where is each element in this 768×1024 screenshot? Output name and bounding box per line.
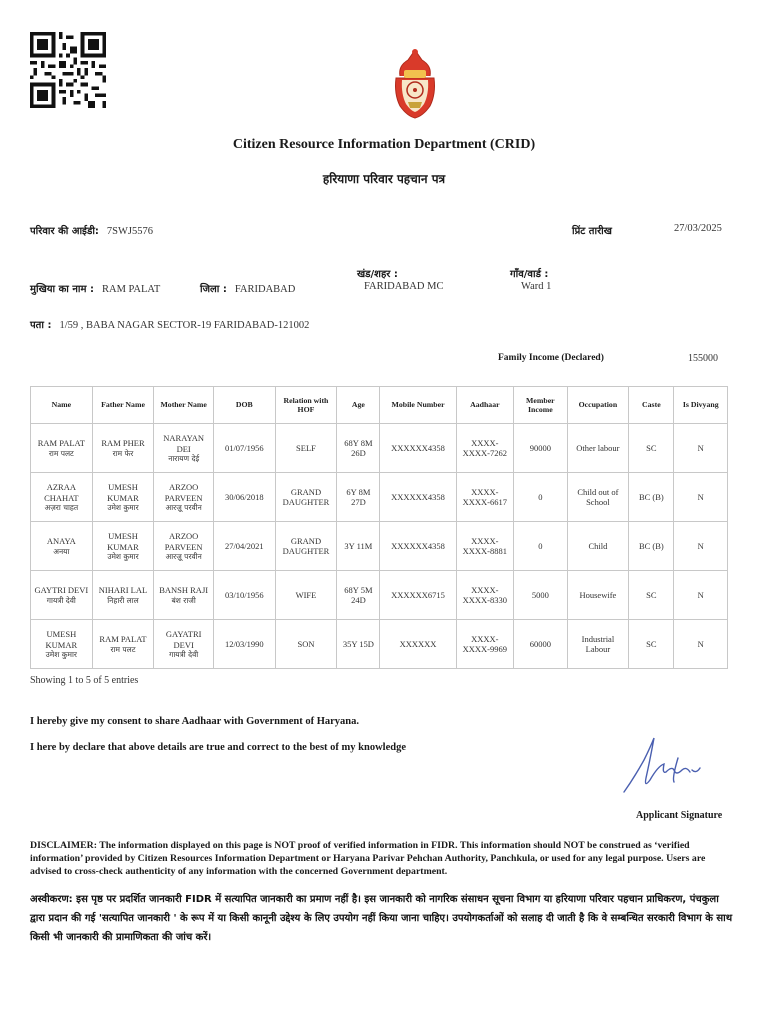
column-header: Mother Name	[154, 387, 214, 424]
dob-cell: 12/03/1990	[213, 620, 275, 669]
age-cell: 3Y 11M	[337, 522, 380, 571]
father-cell: RAM PHER राम फेर	[92, 424, 154, 473]
aadhaar-consent-text: I hereby give my consent to share Aadhaar with Government of Haryana.	[30, 716, 359, 727]
mobile-cell: XXXXXX4358	[380, 473, 456, 522]
family-id-value: 7SWJ5576	[106, 226, 153, 237]
family-id-label: परिवार की आईडी:	[30, 226, 99, 237]
aadhaar-cell: XXXX-XXXX-8881	[456, 522, 514, 571]
print-date-label: प्रिंट तारीख	[572, 226, 612, 237]
aadhaar-cell: XXXX-XXXX-9969	[456, 620, 514, 669]
column-header: DOB	[213, 387, 275, 424]
divyang-cell: N	[674, 620, 728, 669]
relation-cell: SON	[275, 620, 337, 669]
caste-cell: SC	[629, 424, 674, 473]
caste-cell: SC	[629, 571, 674, 620]
district-value: FARIDABAD	[234, 284, 296, 295]
mobile-cell: XXXXXX4358	[380, 424, 456, 473]
father-cell: UMESH KUMAR उमेश कुमार	[92, 473, 154, 522]
head-label: मुखिया का नाम :	[30, 284, 94, 295]
signature-label: Applicant Signature	[636, 810, 723, 821]
address-row	[30, 317, 309, 331]
occupation-cell: Industrial Labour	[567, 620, 629, 669]
income-value: 155000	[688, 353, 718, 364]
father-cell: UMESH KUMAR उमेश कुमार	[92, 522, 154, 571]
mobile-cell: XXXXXX6715	[380, 571, 456, 620]
page-subtitle: हरियाणा परिवार पहचान पत्र	[322, 172, 446, 186]
table-row	[31, 571, 728, 620]
father-cell: RAM PALAT राम पलट	[92, 620, 154, 669]
caste-cell: BC (B)	[629, 522, 674, 571]
age-cell: 68Y 8M 26D	[337, 424, 380, 473]
column-header: Father Name	[92, 387, 154, 424]
dob-cell: 30/06/2018	[213, 473, 275, 522]
occupation-cell: Housewife	[567, 571, 629, 620]
district-row	[200, 281, 295, 295]
address-label: पता :	[30, 320, 52, 331]
dob-cell: 03/10/1956	[213, 571, 275, 620]
dob-cell: 27/04/2021	[213, 522, 275, 571]
village-label: गाँव/वार्ड :	[510, 269, 549, 280]
mother-cell: ARZOO PARVEEN आरज़ू परवीन	[154, 522, 214, 571]
family-id-row	[30, 223, 153, 237]
caste-cell: SC	[629, 620, 674, 669]
table-entries-info: Showing 1 to 5 of 5 entries	[30, 675, 139, 686]
name-cell: ANAYA अनया	[31, 522, 93, 571]
aadhaar-cell: XXXX-XXXX-7262	[456, 424, 514, 473]
mobile-cell: XXXXXX4358	[380, 522, 456, 571]
members-table	[30, 386, 728, 669]
mobile-cell: XXXXXX	[380, 620, 456, 669]
district-label: जिला :	[200, 284, 227, 295]
income-cell: 60000	[514, 620, 567, 669]
address-value: 1/59 , BABA NAGAR SECTOR-19 FARIDABAD-121002	[59, 320, 310, 331]
father-cell: NIHARI LAL निहारी लाल	[92, 571, 154, 620]
relation-cell: WIFE	[275, 571, 337, 620]
name-cell: UMESH KUMAR उमेश कुमार	[31, 620, 93, 669]
column-header: Is Divyang	[674, 387, 728, 424]
mother-cell: GAYATRI DEVI गायत्री देवी	[154, 620, 214, 669]
column-header: Name	[31, 387, 93, 424]
name-cell: GAYTRI DEVI गायत्री देवी	[31, 571, 93, 620]
income-cell: 90000	[514, 424, 567, 473]
column-header: Relation with HOF	[275, 387, 337, 424]
relation-cell: GRAND DAUGHTER	[275, 473, 337, 522]
column-header: Occupation	[567, 387, 629, 424]
aadhaar-cell: XXXX-XXXX-8330	[456, 571, 514, 620]
occupation-cell: Child out of School	[567, 473, 629, 522]
table-header-row	[31, 387, 728, 424]
disclaimer-hindi: अस्वीकरण: इस पृष्ठ पर प्रदर्शित जानकारी FIDR में सत्यापित जानकारी का प्रमाण नहीं है। इस जानकारी को नागरिक संसाधन सूचना विभाग या हरियाणा परिवार पहचान प्राधिकरण, पंचकुला द्वारा प्रदान की गई 'सत्यापित जानकारी ' के रूप में या किसी कानूनी उद्देश्य के लिए उपयोग नहीं किया जाना चाहिए। उपयोगकर्ताओं को सलाह दी जाती है कि वे सम्बन्धित सरकारी विभाग के साथ किसी भी जानकारी की प्रामाणिकता की जांच करें।	[30, 894, 733, 943]
disclaimer-english: DISCLAIMER: The information displayed on this page is NOT proof of verified information in FIDR. This information should NOT be construed as ‘verified information’ provided by Citizen Resources Information Department or Haryana Parivar Pehchan Authority, Panchkula, or used for any legal purpose. Users are advised to cross-check authenticity of any information with the concerned Government department.	[30, 840, 706, 878]
mother-cell: ARZOO PARVEEN आरज़ू परवीन	[154, 473, 214, 522]
relation-cell: GRAND DAUGHTER	[275, 522, 337, 571]
head-row	[30, 281, 160, 295]
caste-cell: BC (B)	[629, 473, 674, 522]
column-header: Aadhaar	[456, 387, 514, 424]
qr-code	[30, 30, 106, 110]
divyang-cell: N	[674, 424, 728, 473]
applicant-signature-image	[620, 730, 712, 802]
block-value: FARIDABAD MC	[364, 281, 444, 292]
income-cell: 0	[514, 473, 567, 522]
block-label: खंड/शहर :	[357, 269, 398, 280]
income-cell: 0	[514, 522, 567, 571]
column-header: Age	[337, 387, 380, 424]
age-cell: 68Y 5M 24D	[337, 571, 380, 620]
column-header: Member Income	[514, 387, 567, 424]
column-header: Caste	[629, 387, 674, 424]
mother-cell: NARAYAN DEI नारायण देई	[154, 424, 214, 473]
declaration-text: I here by declare that above details are true and correct to the best of my knowledge	[30, 742, 407, 753]
name-cell: RAM PALAT राम पलट	[31, 424, 93, 473]
haryana-emblem-icon	[388, 46, 442, 122]
occupation-cell: Child	[567, 522, 629, 571]
name-cell: AZRAA CHAHAT अज़रा चाहत	[31, 473, 93, 522]
mother-cell: BANSH RAJI बंश राजी	[154, 571, 214, 620]
dob-cell: 01/07/1956	[213, 424, 275, 473]
table-row	[31, 620, 728, 669]
occupation-cell: Other labour	[567, 424, 629, 473]
aadhaar-cell: XXXX-XXXX-6617	[456, 473, 514, 522]
village-value: Ward 1	[521, 281, 552, 292]
divyang-cell: N	[674, 473, 728, 522]
column-header: Mobile Number	[380, 387, 456, 424]
head-value: RAM PALAT	[101, 284, 161, 295]
relation-cell: SELF	[275, 424, 337, 473]
page-title: Citizen Resource Information Department (CRID)	[232, 137, 536, 152]
table-row	[31, 424, 728, 473]
divyang-cell: N	[674, 522, 728, 571]
table-row	[31, 473, 728, 522]
age-cell: 35Y 15D	[337, 620, 380, 669]
age-cell: 6Y 8M 27D	[337, 473, 380, 522]
divyang-cell: N	[674, 571, 728, 620]
print-date-value: 27/03/2025	[674, 223, 722, 234]
table-row	[31, 522, 728, 571]
income-label: Family Income (Declared)	[498, 353, 604, 363]
income-cell: 5000	[514, 571, 567, 620]
